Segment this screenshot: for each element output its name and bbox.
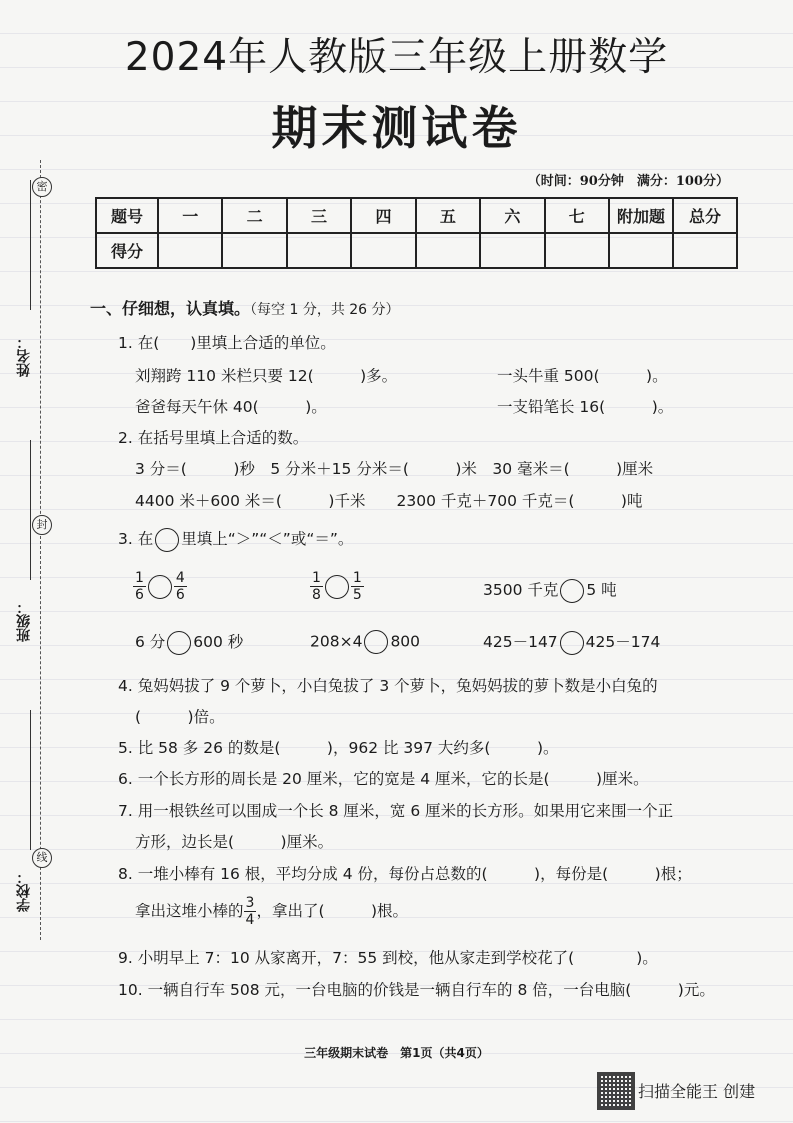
exam-title: 2024年人教版三年级上册数学 [124, 35, 669, 80]
class-label: 班级： [16, 600, 32, 642]
table-cell: 五 [416, 198, 480, 233]
question-10: 10. 一辆自行车 508 元，一台电脑的价钱是一辆自行车的 8 倍，一台电脑( )元。 [118, 981, 715, 999]
table-cell: 总分 [673, 198, 737, 233]
question-6: 6. 一个长方形的周长是 20 厘米，它的宽是 4 厘米，它的长是( )厘米。 [118, 770, 649, 788]
question-5: 5. 比 58 多 26 的数是( )，962 比 397 大约多( )。 [118, 739, 559, 757]
section-note: （每空 1 分，共 26 分） [250, 302, 400, 318]
score-input-cell[interactable] [673, 233, 737, 268]
table-cell: 得分 [96, 233, 158, 268]
compare-circle-icon [155, 528, 179, 552]
name-line [30, 180, 31, 310]
question-4b: ( )倍。 [135, 708, 225, 726]
score-input-cell[interactable] [158, 233, 222, 268]
table-row [96, 233, 737, 268]
school-label: 学校： [16, 870, 32, 912]
exam-subtitle: 期末测试卷 [271, 101, 522, 155]
table-cell: 三 [287, 198, 351, 233]
fraction-denominator: 8 [312, 587, 321, 603]
score-input-cell[interactable] [287, 233, 351, 268]
question-7a: 7. 用一根铁丝可以围成一个长 8 厘米，宽 6 厘米的长方形。如果用它来围一个正 [118, 802, 674, 820]
compare-item-6 [483, 630, 660, 655]
question-2a: 3 分＝( )秒 5 分米＋15 分米＝( )米 30 毫米＝( )厘米 [135, 460, 654, 478]
compare-right: 600 秒 [193, 633, 244, 651]
compare-right: 425－174 [585, 633, 661, 651]
seal-mark-bottom: 线 [32, 848, 52, 868]
fraction-numerator: 1 [352, 570, 362, 586]
score-input-cell[interactable] [609, 233, 673, 268]
fraction-denominator: 5 [352, 587, 362, 603]
answer-circle[interactable] [560, 579, 584, 603]
question-3-prefix: 3. 在 [118, 530, 154, 548]
fraction-numerator: 1 [312, 570, 321, 586]
table-row [96, 198, 737, 233]
table-cell: 七 [545, 198, 609, 233]
compare-item-2 [310, 570, 364, 603]
compare-item-5 [310, 630, 420, 654]
answer-circle[interactable] [560, 631, 584, 655]
compare-right: 800 [390, 632, 421, 651]
compare-left: 208×4 [310, 632, 363, 651]
table-cell: 六 [480, 198, 544, 233]
question-9: 9. 小明早上 7：10 从家离开，7：55 到校，他从家走到学校花了( )。 [118, 949, 658, 967]
fraction-numerator: 3 [245, 895, 255, 911]
school-line [30, 710, 31, 850]
answer-circle[interactable] [148, 575, 172, 599]
question-8b-suffix: ，拿出了( )根。 [256, 902, 409, 920]
fraction [351, 570, 364, 603]
compare-left: 3500 千克 [483, 581, 559, 599]
fraction-denominator: 6 [135, 587, 144, 603]
section-heading [90, 296, 400, 319]
table-cell: 二 [222, 198, 286, 233]
fraction [174, 570, 187, 603]
question-8b [135, 895, 408, 928]
compare-left: 425－147 [483, 633, 558, 651]
answer-circle[interactable] [325, 575, 349, 599]
score-input-cell[interactable] [480, 233, 544, 268]
compare-item-4 [135, 630, 243, 655]
table-cell: 附加题 [609, 198, 673, 233]
question-8a: 8. 一堆小棒有 16 根，平均分成 4 份，每份占总数的( )，每份是( )根； [118, 865, 692, 883]
compare-item-1 [133, 570, 187, 603]
fraction-denominator: 6 [175, 587, 185, 603]
answer-circle[interactable] [167, 631, 191, 655]
name-label: 姓名： [16, 335, 32, 377]
score-input-cell[interactable] [222, 233, 286, 268]
fraction-numerator: 4 [175, 570, 185, 586]
compare-left: 6 分 [135, 633, 166, 651]
score-input-cell[interactable] [545, 233, 609, 268]
score-input-cell[interactable] [351, 233, 415, 268]
fraction-denominator: 4 [245, 912, 255, 928]
question-1: 1. 在( )里填上合适的单位。 [118, 334, 336, 352]
question-1c: 爸爸每天午休 40( )。 [135, 398, 327, 416]
fraction [310, 570, 323, 603]
fraction [133, 570, 146, 603]
question-1b: 一头牛重 500( )。 [497, 367, 668, 385]
question-3-suffix: 里填上“＞”“＜”或“＝”。 [181, 530, 354, 548]
exam-meta: （时间：90分钟 满分：100分） [527, 174, 729, 189]
compare-right: 5 吨 [586, 581, 617, 599]
class-line [30, 440, 31, 580]
score-table [95, 197, 738, 269]
fraction [244, 895, 257, 928]
section-title: 一、仔细想，认真填。 [90, 299, 251, 318]
table-cell: 一 [158, 198, 222, 233]
qr-code-icon [597, 1072, 635, 1110]
answer-circle[interactable] [364, 630, 388, 654]
page-footer: 三年级期末试卷 第1页（共4页） [304, 1046, 489, 1060]
question-3 [118, 527, 353, 552]
scanner-brand: 扫描全能王 创建 [638, 1082, 756, 1101]
table-cell: 题号 [96, 198, 158, 233]
seal-mark-middle: 封 [32, 515, 52, 535]
question-2b: 4400 米＋600 米＝( )千米 2300 千克＋700 千克＝( )吨 [135, 492, 643, 510]
fraction-numerator: 1 [135, 570, 144, 586]
seal-mark-top: 密 [32, 177, 52, 197]
question-1d: 一支铅笔长 16( )。 [497, 398, 674, 416]
question-7b: 方形，边长是( )厘米。 [135, 833, 334, 851]
question-4a: 4. 兔妈妈拔了 9 个萝卜，小白兔拔了 3 个萝卜，兔妈妈拔的萝卜数是小白兔的 [118, 677, 658, 695]
binding-dashed-line [40, 160, 41, 940]
table-cell: 四 [351, 198, 415, 233]
question-2: 2. 在括号里填上合适的数。 [118, 429, 309, 447]
compare-item-3 [483, 578, 617, 603]
question-1a: 刘翔跨 110 米栏只要 12( )多。 [135, 367, 398, 385]
score-input-cell[interactable] [416, 233, 480, 268]
question-8b-prefix: 拿出这堆小棒的 [135, 902, 244, 920]
